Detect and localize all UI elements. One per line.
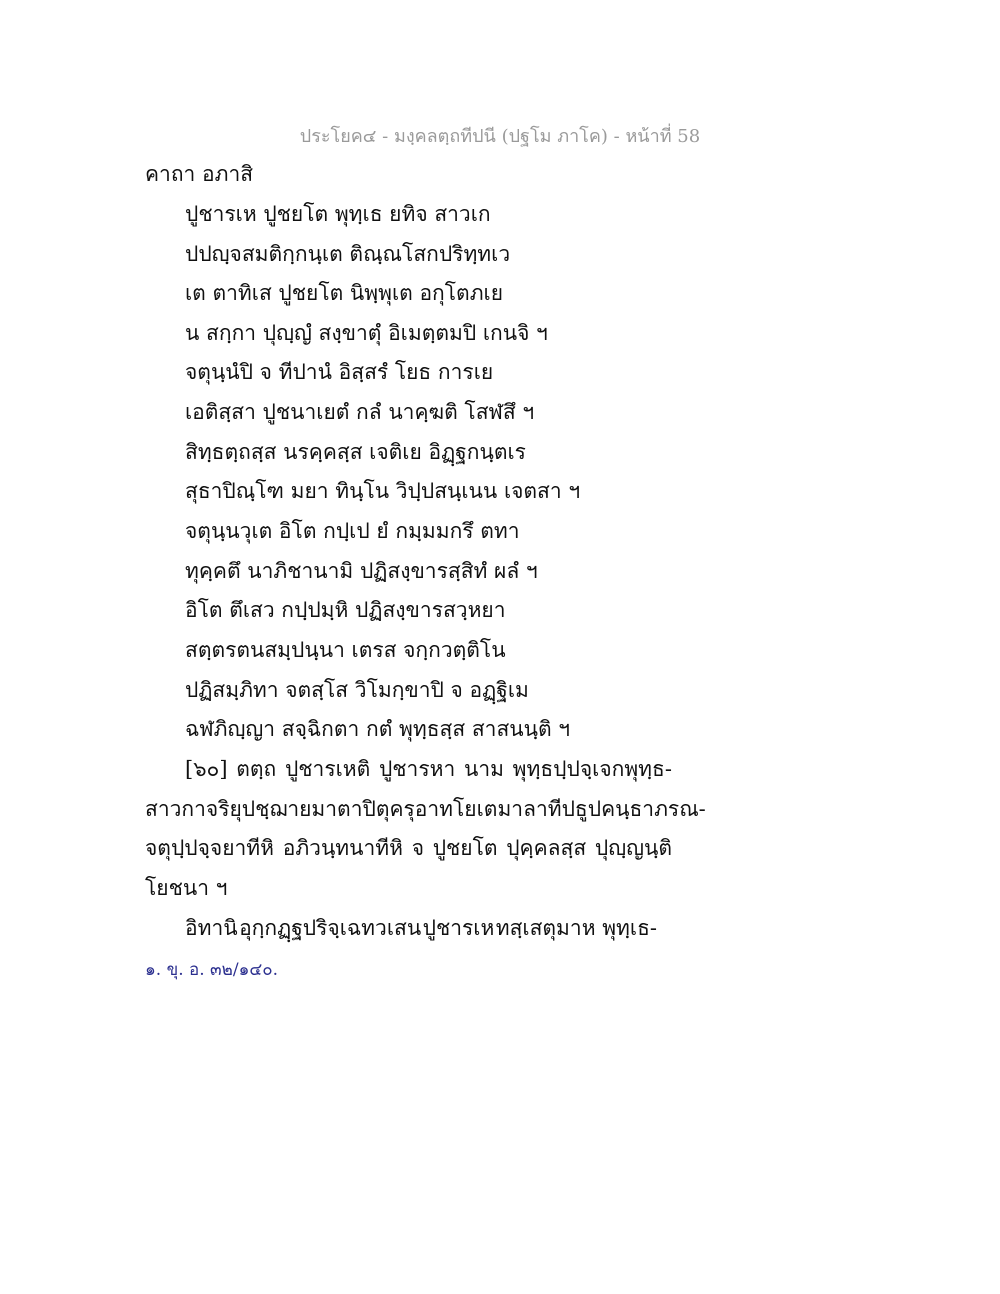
paragraph-line [145,795,706,823]
word: ปุญฺญนฺติ [594,836,672,860]
word: เต [476,797,498,821]
verse-line: ปปญฺจสมติกฺกนฺเต ติณฺณโสกปริทฺทเว [185,242,511,266]
verse-line: จตุนฺนํปิ จ ทีปานํ อิสฺสรํ โยธ การเย [185,360,494,384]
verse-line: ปูชารเห ปูชยโต พุทฺเธ ยทิจ สาวเก [185,202,491,226]
verse-line: อิโต ตึเสว กปฺปมฺหิ ปฏิสงฺขารสวฺหยา [185,598,506,622]
verse-line: น สกฺกา ปุญฺญํ สงฺขาตุํ อิเมตฺตมปิ เกนจิ ฯ [185,321,548,345]
word: อภิวนฺทนาทีหิ [282,836,403,860]
page-header: ประโยค๔ - มงฺคลตฺถทีปนี (ปฐโม ภาโค) - หน้าที่ 58 [299,126,701,147]
word: อิทานิ [185,916,238,940]
word: นาม [463,757,504,781]
word: ปุคฺคลสฺส [506,836,587,860]
word: ปูชารเหติ [284,757,371,781]
word: จ [411,836,424,860]
word: สาวกาจริยุปชฺฌายมาตาปิตุครุอาทโย [145,797,477,821]
verse-line: ทุคฺคตึ นาภิชานามิ ปฏิสงฺขารสฺสิทํ ผลํ ฯ [185,559,538,583]
paragraph-line [185,755,672,783]
word: ทสฺเสตุมาห พุทฺเธ- [495,916,657,940]
word: อุกฺกฏฺฐปริจฺเฉทวเสน [239,916,422,940]
word: ปูชารเห [422,916,495,940]
verse-line: สตฺตรตนสมฺปนฺนา เตรส จกฺกวตฺติโน [185,638,506,662]
intro-line: คาถา อภาสิ [145,162,254,186]
verse-line: จตุนฺนวุเต อิโต กปฺเป ยํ กมฺมมกรึ ตทา [185,519,520,543]
paragraph-line: โยชนา ฯ [145,876,228,900]
word: มาลาทีปธูปคนฺธาภรณ- [497,797,706,821]
verse-line: ฉฬภิญฺญา สจฺฉิกตา กตํ พุทฺธสฺส สาสนนฺติ ฯ [185,717,571,741]
word: ปูชยโต [432,836,498,860]
word: พุทฺธปฺปจฺเจกพุทฺธ- [512,757,672,781]
word: [๖๐] [185,757,228,781]
verse-line: สุธาปิณฺโฑ มยา ทินฺโน วิปฺปสนฺเนน เจตสา ฯ [185,479,581,503]
word: ตตฺถ [236,757,277,781]
verse-line: เอติสฺสา ปูชนาเยตํ กลํ นาคฺฆติ โสฬสึ ฯ [185,400,535,424]
paragraph-line [145,834,672,862]
word: จตุปฺปจฺจยาทีหิ [145,836,274,860]
verse-line: เต ตาทิเส ปูชยโต นิพฺพุเต อกุโตภเย [185,281,504,305]
paragraph-line [185,914,657,942]
verse-line: สิทฺธตฺถสฺส นรคฺคสฺส เจติเย อิฏฺฐกนฺตเร [185,440,526,464]
word: ปูชารหา [378,757,456,781]
verse-line: ปฏิสมฺภิทา จตสฺโส วิโมกฺขาปิ จ อฏฺฐิเม [185,678,529,702]
footnote: ๑. ขุ. อ. ๓๒/๑๔๐. [145,960,279,980]
